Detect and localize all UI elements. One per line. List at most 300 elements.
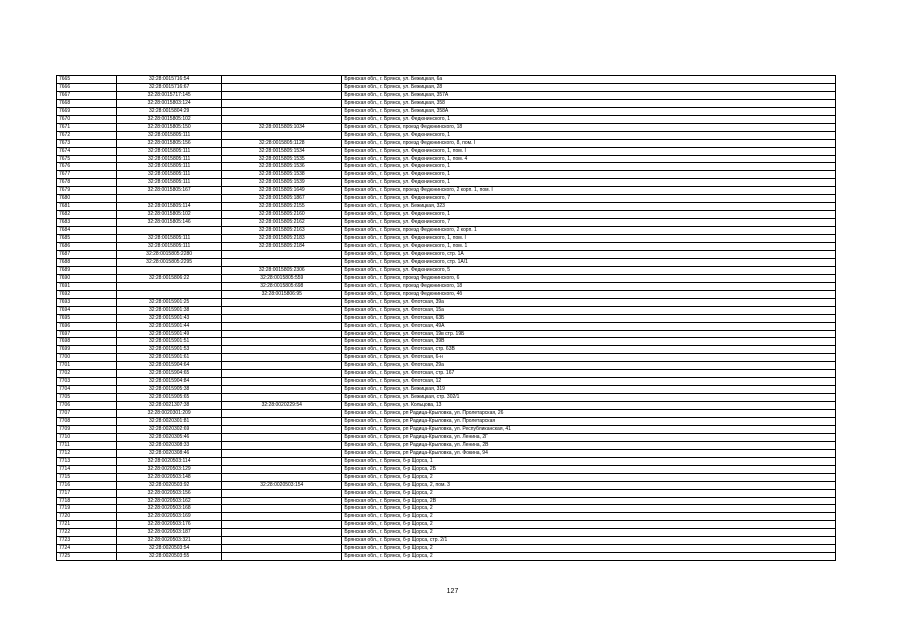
cadastral-number-cell: 32:28:0015805:111 [117,163,222,171]
object-cadastral-number-cell: 32:28:0015805:2155 [222,203,342,211]
table-row [57,386,836,394]
object-cadastral-number-cell: 32:28:0015805:2160 [222,211,342,219]
cadastral-number-cell: 32:28:0020301:81 [117,417,222,425]
object-cadastral-number-cell: 32:28:0015805:1649 [222,187,342,195]
cadastral-number-cell: 32:28:0015804:29 [117,107,222,115]
cadastral-number-cell [117,227,222,235]
cadastral-number-cell: 32:28:0015901:43 [117,314,222,322]
object-cadastral-number-cell [222,513,342,521]
address-cell: Брянская обл., г. Брянск, рп Радица-Крыловка, ул. Ленина, 2Г [342,433,836,441]
row-number-cell: 7703 [57,378,117,386]
table-row [57,187,836,195]
row-number-cell: 7673 [57,139,117,147]
object-cadastral-number-cell: 32:28:0015805:1534 [222,147,342,155]
cadastral-number-cell: 32:28:0020503:321 [117,537,222,545]
address-cell: Брянская обл., г. Брянск, ул. Бежицкая, 358А [342,107,836,115]
table-row [57,513,836,521]
row-number-cell: 7677 [57,171,117,179]
row-number-cell: 7697 [57,330,117,338]
object-cadastral-number-cell [222,107,342,115]
cadastral-number-cell [117,290,222,298]
row-number-cell: 7692 [57,290,117,298]
object-cadastral-number-cell [222,298,342,306]
row-number-cell: 7702 [57,370,117,378]
cadastral-number-cell: 32:28:0015901:61 [117,354,222,362]
cadastral-number-cell: 32:28:0015805:156 [117,139,222,147]
object-cadastral-number-cell [222,354,342,362]
row-number-cell: 7705 [57,394,117,402]
object-cadastral-number-cell [222,346,342,354]
table-row [57,330,836,338]
cadastral-number-cell: 32:28:0020503:54 [117,545,222,553]
row-number-cell: 7699 [57,346,117,354]
object-cadastral-number-cell: 32:28:0015805:2184 [222,243,342,251]
table-row [57,425,836,433]
cadastral-number-cell: 32:28:0015806:22 [117,274,222,282]
table-row [57,545,836,553]
row-number-cell: 7684 [57,227,117,235]
address-cell: Брянская обл., г. Брянск, проезд Федюнинского, 6 [342,274,836,282]
row-number-cell: 7687 [57,250,117,258]
object-cadastral-number-cell: 32:28:0015805:2183 [222,235,342,243]
address-cell: Брянская обл., г. Брянск, ул. Федюнинского, 1 [342,211,836,219]
table-row [57,219,836,227]
object-cadastral-number-cell [222,529,342,537]
cadastral-number-cell: 32:28:0015805:111 [117,131,222,139]
address-cell: Брянская обл., г. Брянск, ул. Федюнинского, 1, пом. 1 [342,243,836,251]
cadastral-number-cell: 32:28:0015805:111 [117,235,222,243]
address-cell: Брянская обл., г. Брянск, ул. Федюнинского, 1 [342,115,836,123]
object-cadastral-number-cell [222,83,342,91]
register-table [56,75,836,561]
object-cadastral-number-cell [222,441,342,449]
table-row [57,402,836,410]
table-row [57,235,836,243]
object-cadastral-number-cell: 32:28:0015805:1128 [222,139,342,147]
table-row [57,473,836,481]
object-cadastral-number-cell [222,425,342,433]
row-number-cell: 7678 [57,179,117,187]
object-cadastral-number-cell [222,497,342,505]
table-row [57,139,836,147]
address-cell: Брянская обл., г. Брянск, ул. Федюнинского, 1, пом. I [342,147,836,155]
address-cell: Брянская обл., г. Брянск, ул. Флотская, стр. 63В [342,346,836,354]
cadastral-number-cell: 32:28:0020503:162 [117,497,222,505]
table-row [57,441,836,449]
object-cadastral-number-cell [222,362,342,370]
address-cell: Брянская обл., г. Брянск, ул. Федюнинского, 7 [342,195,836,203]
row-number-cell: 7688 [57,258,117,266]
object-cadastral-number-cell: 32:28:0015805:2306 [222,266,342,274]
row-number-cell: 7712 [57,449,117,457]
cadastral-number-cell: 32:28:0020503:187 [117,529,222,537]
cadastral-number-cell: 32:28:0015805:114 [117,203,222,211]
cadastral-number-cell [117,266,222,274]
row-number-cell: 7696 [57,322,117,330]
table-row [57,449,836,457]
table-row [57,457,836,465]
address-cell: Брянская обл., г. Брянск, ул. Флотская, 49А [342,322,836,330]
address-cell: Брянская обл., г. Брянск, ул. Бежицкая, 358 [342,99,836,107]
cadastral-number-cell: 32:28:0020308:46 [117,449,222,457]
table-row [57,91,836,99]
cadastral-number-cell [117,195,222,203]
address-cell: Брянская обл., г. Брянск, ул. Федюнинского, стр. 1А [342,250,836,258]
row-number-cell: 7671 [57,123,117,131]
table-row [57,195,836,203]
address-cell: Брянская обл., г. Брянск, ул. Федюнинского, 5 [342,266,836,274]
address-cell: Брянская обл., г. Брянск, б-р Щорса, стр. 2/1 [342,537,836,545]
object-cadastral-number-cell [222,306,342,314]
object-cadastral-number-cell [222,545,342,553]
address-cell: Брянская обл., г. Брянск, проезд Федюнинского, 2 корп. 1, пом. I [342,187,836,195]
object-cadastral-number-cell: 32:28:0015805:698 [222,282,342,290]
address-cell: Брянская обл., г. Брянск, рп Радица-Крыловка, ул. Ленина, 2В [342,441,836,449]
table-row [57,433,836,441]
address-cell: Брянская обл., г. Брянск, ул. Флотская, 63Б [342,314,836,322]
table-row [57,282,836,290]
table-row [57,370,836,378]
object-cadastral-number-cell: 32:28:0020503:154 [222,481,342,489]
table-row [57,250,836,258]
object-cadastral-number-cell [222,473,342,481]
cadastral-number-cell: 32:28:0015904:65 [117,370,222,378]
row-number-cell: 7701 [57,362,117,370]
object-cadastral-number-cell [222,505,342,513]
row-number-cell: 7667 [57,91,117,99]
cadastral-number-cell [117,282,222,290]
address-cell: Брянская обл., г. Брянск, б-р Щорса, 2 [342,553,836,561]
address-cell: Брянская обл., г. Брянск, проезд Федюнинского, 2 корп. 1 [342,227,836,235]
table-row [57,362,836,370]
row-number-cell: 7690 [57,274,117,282]
row-number-cell: 7725 [57,553,117,561]
row-number-cell: 7719 [57,505,117,513]
table-row [57,378,836,386]
address-cell: Брянская обл., г. Брянск, ул. Бежицкая, стр. 302/1 [342,394,836,402]
address-cell: Брянская обл., г. Брянск, ул. Флотская, 6-н [342,354,836,362]
row-number-cell: 7698 [57,338,117,346]
object-cadastral-number-cell [222,338,342,346]
table-row [57,338,836,346]
address-cell: Брянская обл., г. Брянск, ул. Флотская, 29а [342,362,836,370]
cadastral-number-cell: 32:28:0020503:168 [117,505,222,513]
row-number-cell: 7694 [57,306,117,314]
table-row [57,163,836,171]
table-row [57,155,836,163]
address-cell: Брянская обл., г. Брянск, ул. Флотская, стр. 167 [342,370,836,378]
table-row [57,417,836,425]
object-cadastral-number-cell: 32:28:0015805:2162 [222,219,342,227]
table-row [57,290,836,298]
table-row [57,147,836,155]
cadastral-number-cell: 32:28:0015805:111 [117,155,222,163]
row-number-cell: 7695 [57,314,117,322]
row-number-cell: 7717 [57,489,117,497]
address-cell: Брянская обл., г. Брянск, проезд Федюнинского, 4б [342,290,836,298]
address-cell: Брянская обл., г. Брянск, б-р Щорса, 2В [342,497,836,505]
object-cadastral-number-cell [222,322,342,330]
cadastral-number-cell: 32:28:0015716:54 [117,76,222,84]
cadastral-number-cell: 32:28:0020503:92 [117,481,222,489]
table-row [57,83,836,91]
cadastral-number-cell: 32:28:0015805:111 [117,171,222,179]
address-cell: Брянская обл., г. Брянск, б-р Щорса, 2 [342,473,836,481]
object-cadastral-number-cell [222,489,342,497]
cadastral-number-cell: 32:28:0020503:129 [117,465,222,473]
table-row [57,179,836,187]
table-row [57,123,836,131]
table-row [57,553,836,561]
address-cell: Брянская обл., г. Брянск, ул. Федюнинского, 7 [342,219,836,227]
address-cell: Брянская обл., г. Брянск, ул. Бежицкая, 323 [342,203,836,211]
row-number-cell: 7724 [57,545,117,553]
cadastral-number-cell: 32:28:0015805:2280 [117,250,222,258]
table-row [57,481,836,489]
object-cadastral-number-cell [222,457,342,465]
address-cell: Брянская обл., г. Брянск, ул. Кольцова, 13 [342,402,836,410]
address-cell: Брянская обл., г. Брянск, ул. Бежицкая, 28 [342,83,836,91]
cadastral-number-cell: 32:28:0020503:169 [117,513,222,521]
row-number-cell: 7668 [57,99,117,107]
cadastral-number-cell: 32:28:0015805:111 [117,179,222,187]
row-number-cell: 7721 [57,521,117,529]
object-cadastral-number-cell [222,537,342,545]
row-number-cell: 7707 [57,410,117,418]
cadastral-number-cell: 32:28:0020503:176 [117,521,222,529]
object-cadastral-number-cell: 32:28:0020229:54 [222,402,342,410]
cadastral-number-cell: 32:28:0015805:102 [117,115,222,123]
cadastral-number-cell: 32:28:0015716:67 [117,83,222,91]
row-number-cell: 7666 [57,83,117,91]
table-row [57,537,836,545]
address-cell: Брянская обл., г. Брянск, рп Радица-Крыловка, ул. Республиканская, 41 [342,425,836,433]
table-row [57,115,836,123]
cadastral-number-cell: 32:28:0015901:38 [117,306,222,314]
row-number-cell: 7720 [57,513,117,521]
row-number-cell: 7665 [57,76,117,84]
object-cadastral-number-cell [222,417,342,425]
row-number-cell: 7723 [57,537,117,545]
cadastral-number-cell: 32:28:0015803:124 [117,99,222,107]
row-number-cell: 7722 [57,529,117,537]
object-cadastral-number-cell: 32:28:0015805:1539 [222,179,342,187]
address-cell: Брянская обл., г. Брянск, рп Радица-Крыловка, ул. Фокина, 94 [342,449,836,457]
table-row [57,354,836,362]
object-cadastral-number-cell [222,465,342,473]
table-row [57,521,836,529]
cadastral-number-cell: 32:28:0015904:64 [117,362,222,370]
address-cell: Брянская обл., г. Брянск, проезд Федюнинского, 8, пом. I [342,139,836,147]
object-cadastral-number-cell: 32:28:0015805:1867 [222,195,342,203]
row-number-cell: 7676 [57,163,117,171]
table-row [57,76,836,84]
table-row [57,346,836,354]
object-cadastral-number-cell [222,521,342,529]
row-number-cell: 7681 [57,203,117,211]
table-row [57,99,836,107]
table-row [57,497,836,505]
row-number-cell: 7675 [57,155,117,163]
object-cadastral-number-cell [222,553,342,561]
object-cadastral-number-cell: 32:28:0015805:559 [222,274,342,282]
table-row [57,274,836,282]
object-cadastral-number-cell [222,370,342,378]
address-cell: Брянская обл., г. Брянск, ул. Флотская, 39В [342,338,836,346]
cadastral-number-cell: 32:28:0015805:167 [117,187,222,195]
table-row [57,306,836,314]
address-cell: Брянская обл., г. Брянск, ул. Федюнинского, 1 [342,131,836,139]
object-cadastral-number-cell: 32:28:0015805:2163 [222,227,342,235]
row-number-cell: 7691 [57,282,117,290]
cadastral-number-cell: 32:28:0020503:114 [117,457,222,465]
object-cadastral-number-cell [222,410,342,418]
address-cell: Брянская обл., г. Брянск, б-р Щорса, 2Б [342,465,836,473]
cadastral-number-cell: 32:28:0015905:65 [117,394,222,402]
object-cadastral-number-cell [222,250,342,258]
address-cell: Брянская обл., г. Брянск, ул. Флотская, 39а [342,298,836,306]
object-cadastral-number-cell [222,386,342,394]
cadastral-number-cell: 32:28:0015805:111 [117,243,222,251]
address-cell: Брянская обл., г. Брянск, ул. Федюнинского, 1, пом. 4 [342,155,836,163]
table-row [57,505,836,513]
address-cell: Брянская обл., г. Брянск, ул. Федюнинского, 1 [342,171,836,179]
cadastral-number-cell: 32:28:0015905:38 [117,386,222,394]
table-row [57,529,836,537]
address-cell: Брянская обл., г. Брянск, б-р Щорса, 2 [342,529,836,537]
table-row [57,171,836,179]
register-table-body [57,76,836,561]
row-number-cell: 7711 [57,441,117,449]
cadastral-number-cell: 32:28:0015901:44 [117,322,222,330]
row-number-cell: 7706 [57,402,117,410]
cadastral-number-cell: 32:28:0020308:33 [117,441,222,449]
row-number-cell: 7713 [57,457,117,465]
address-cell: Брянская обл., г. Брянск, б-р Щорса, 2 [342,545,836,553]
page-number: 127 [446,588,459,595]
row-number-cell: 7700 [57,354,117,362]
cadastral-number-cell: 32:28:0020503:148 [117,473,222,481]
address-cell: Брянская обл., г. Брянск, ул. Бежицкая, 6а [342,76,836,84]
row-number-cell: 7708 [57,417,117,425]
cadastral-number-cell: 32:28:0020302:69 [117,425,222,433]
cadastral-number-cell: 32:28:0015717:145 [117,91,222,99]
address-cell: Брянская обл., г. Брянск, б-р Щорса, 2 [342,513,836,521]
object-cadastral-number-cell: 32:28:0015806:95 [222,290,342,298]
address-cell: Брянская обл., г. Брянск, б-р Щорса, 2, пом. 3 [342,481,836,489]
table-row [57,410,836,418]
row-number-cell: 7710 [57,433,117,441]
cadastral-number-cell: 32:28:0015901:25 [117,298,222,306]
cadastral-number-cell: 32:28:0020503:55 [117,553,222,561]
row-number-cell: 7686 [57,243,117,251]
row-number-cell: 7689 [57,266,117,274]
row-number-cell: 7672 [57,131,117,139]
row-number-cell: 7674 [57,147,117,155]
object-cadastral-number-cell: 32:28:0015805:1034 [222,123,342,131]
address-cell: Брянская обл., г. Брянск, ул. Федюнинского, 1 [342,163,836,171]
object-cadastral-number-cell [222,115,342,123]
row-number-cell: 7718 [57,497,117,505]
object-cadastral-number-cell [222,314,342,322]
row-number-cell: 7693 [57,298,117,306]
address-cell: Брянская обл., г. Брянск, б-р Щорса, 2 [342,521,836,529]
address-cell: Брянская обл., г. Брянск, проезд Федюнинского, 18 [342,282,836,290]
row-number-cell: 7709 [57,425,117,433]
cadastral-number-cell: 32:28:0015901:53 [117,346,222,354]
cadastral-number-cell: 32:28:0020503:156 [117,489,222,497]
row-number-cell: 7704 [57,386,117,394]
object-cadastral-number-cell: 32:28:0015805:1536 [222,163,342,171]
cadastral-number-cell: 32:28:0015805:2295 [117,258,222,266]
object-cadastral-number-cell [222,378,342,386]
table-row [57,211,836,219]
address-cell: Брянская обл., г. Брянск, ул. Флотская, 12 [342,378,836,386]
table-row [57,465,836,473]
row-number-cell: 7716 [57,481,117,489]
object-cadastral-number-cell [222,330,342,338]
address-cell: Брянская обл., г. Брянск, б-р Щорса, 1 [342,457,836,465]
cadastral-number-cell: 32:28:0015805:150 [117,123,222,131]
address-cell: Брянская обл., г. Брянск, ул. Федюнинского, стр. 1А/1 [342,258,836,266]
object-cadastral-number-cell [222,449,342,457]
object-cadastral-number-cell: 32:28:0015805:1538 [222,171,342,179]
row-number-cell: 7682 [57,211,117,219]
cadastral-number-cell: 32:28:0015904:84 [117,378,222,386]
cadastral-number-cell: 32:28:0021307:38 [117,402,222,410]
table-row [57,394,836,402]
address-cell: Брянская обл., г. Брянск, ул. Флотская, 19в стр. 19Б [342,330,836,338]
address-cell: Брянская обл., г. Брянск, ул. Флотская, 15а [342,306,836,314]
table-row [57,203,836,211]
cadastral-number-cell: 32:28:0015805:146 [117,219,222,227]
table-row [57,322,836,330]
object-cadastral-number-cell [222,131,342,139]
row-number-cell: 7670 [57,115,117,123]
table-row [57,314,836,322]
table-row [57,489,836,497]
address-cell: Брянская обл., г. Брянск, рп Радица-Крыловка, ул. Пролетарская, 26 [342,410,836,418]
address-cell: Брянская обл., г. Брянск, рп Радица-Крыловка, ул. Пролетарская [342,417,836,425]
cadastral-number-cell: 32:28:0015901:51 [117,338,222,346]
address-cell: Брянская обл., г. Брянск, ул. Бежицкая, 357А [342,91,836,99]
cadastral-number-cell: 32:28:0015901:49 [117,330,222,338]
row-number-cell: 7669 [57,107,117,115]
row-number-cell: 7715 [57,473,117,481]
table-row [57,298,836,306]
row-number-cell: 7685 [57,235,117,243]
table-row [57,227,836,235]
row-number-cell: 7683 [57,219,117,227]
address-cell: Брянская обл., г. Брянск, проезд Федюнинского, 18 [342,123,836,131]
row-number-cell: 7714 [57,465,117,473]
cadastral-number-cell: 32:28:0020301:209 [117,410,222,418]
table-row [57,258,836,266]
object-cadastral-number-cell: 32:28:0015805:1535 [222,155,342,163]
object-cadastral-number-cell [222,433,342,441]
object-cadastral-number-cell [222,258,342,266]
address-cell: Брянская обл., г. Брянск, б-р Щорса, 2 [342,489,836,497]
object-cadastral-number-cell [222,394,342,402]
object-cadastral-number-cell [222,91,342,99]
address-cell: Брянская обл., г. Брянск, ул. Федюнинского, 1, пом. I [342,235,836,243]
table-row [57,243,836,251]
row-number-cell: 7680 [57,195,117,203]
cadastral-number-cell: 32:28:0015805:102 [117,211,222,219]
address-cell: Брянская обл., г. Брянск, ул. Федюнинского, 1 [342,179,836,187]
address-cell: Брянская обл., г. Брянск, б-р Щорса, 2 [342,505,836,513]
object-cadastral-number-cell [222,76,342,84]
